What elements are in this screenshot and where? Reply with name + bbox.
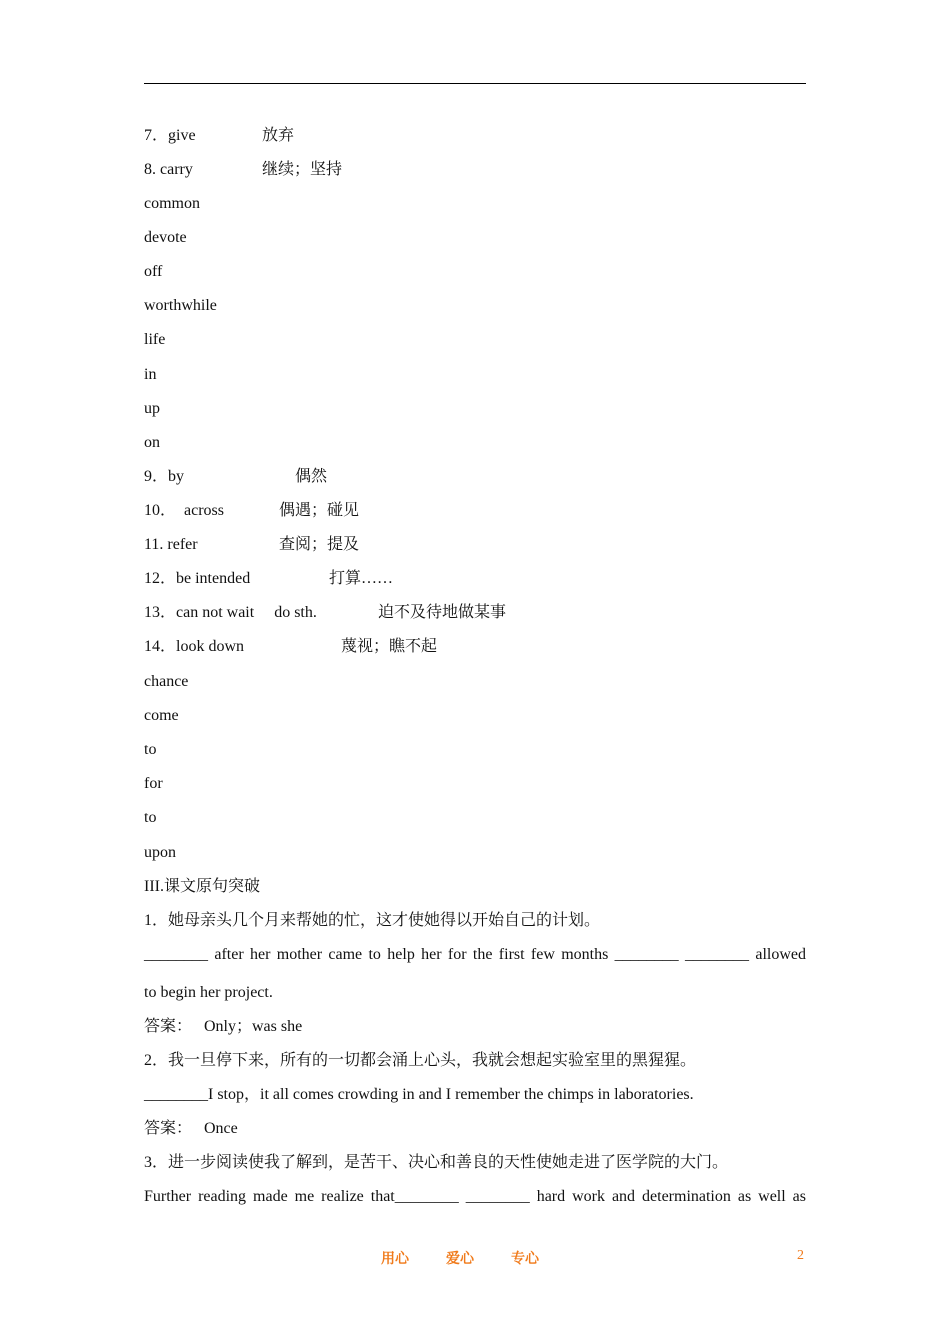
- answer-word: to: [144, 809, 157, 826]
- phrase-zh: 放弃: [262, 127, 295, 144]
- answer-word: come: [144, 707, 179, 724]
- phrase-7: [144, 126, 295, 146]
- phrase-en: 8. carry: [144, 161, 193, 178]
- phrase-11: [144, 535, 360, 555]
- header-rule: [144, 83, 806, 84]
- answer-word: in: [144, 366, 157, 383]
- footer-word: 爱心: [446, 1251, 474, 1267]
- question-3-en: Further reading made me realize that________ ________ hard work and determination as well as: [144, 1188, 806, 1205]
- answer-word: off: [144, 263, 163, 280]
- phrase-10: [144, 501, 360, 521]
- phrase-zh: 偶遇；碰见: [279, 502, 360, 519]
- phrase-zh: 蔑视；瞧不起: [341, 638, 438, 655]
- phrase-zh: 打算……: [329, 570, 394, 587]
- footer-word: 用心: [381, 1251, 409, 1267]
- answer-word: up: [144, 400, 160, 417]
- phrase-en: 7．give: [144, 127, 196, 144]
- answer-word: upon: [144, 844, 176, 861]
- question-1-en: ________ after her mother came to help her for the first few months ________ ________ allowed: [144, 946, 806, 963]
- answer-2: 答案： Once: [144, 1120, 238, 1137]
- section-title: III.课文原句突破: [144, 878, 260, 895]
- phrase-zh: 迫不及待地做某事: [378, 604, 507, 621]
- phrase-en: 12．be intended: [144, 570, 251, 587]
- phrase-en: 14．look down: [144, 638, 245, 655]
- question-2-zh: 2．我一旦停下来，所有的一切都会涌上心头，我就会想起实验室里的黑猩猩。: [144, 1052, 697, 1069]
- answer-word: common: [144, 195, 200, 212]
- phrase-13: [144, 603, 507, 623]
- footer-word: 专心: [511, 1251, 539, 1267]
- question-2-en: ________I stop，it all comes crowding in and I remember the chimps in laboratories.: [144, 1086, 694, 1103]
- phrase-en: 13．can not wait do sth.: [144, 604, 317, 621]
- question-1-en-cont: to begin her project.: [144, 984, 273, 1001]
- answer-word: worthwhile: [144, 297, 217, 314]
- phrase-12: [144, 569, 394, 589]
- answer-word: life: [144, 331, 166, 348]
- phrase-zh: 继续；坚持: [262, 161, 343, 178]
- phrase-en: 11. refer: [144, 536, 198, 553]
- answer-word: to: [144, 741, 157, 758]
- answer-word: for: [144, 775, 163, 792]
- answer-word: chance: [144, 673, 189, 690]
- answer-word: devote: [144, 229, 187, 246]
- phrase-en: 9．by: [144, 468, 185, 485]
- phrase-zh: 查阅；提及: [279, 536, 360, 553]
- page-number: 2: [797, 1248, 804, 1263]
- phrase-en: 10． across: [144, 502, 224, 519]
- question-3-zh: 3．进一步阅读使我了解到，是苦干、决心和善良的天性使她走进了医学院的大门。: [144, 1154, 729, 1171]
- question-1-zh: 1．她母亲头几个月来帮她的忙，这才使她得以开始自己的计划。: [144, 912, 601, 929]
- phrase-8: [144, 160, 343, 180]
- answer-word: on: [144, 434, 160, 451]
- phrase-zh: 偶然: [295, 468, 328, 485]
- phrase-9: [144, 467, 328, 487]
- answer-1: 答案： Only；was she: [144, 1018, 303, 1035]
- phrase-14: [144, 637, 438, 657]
